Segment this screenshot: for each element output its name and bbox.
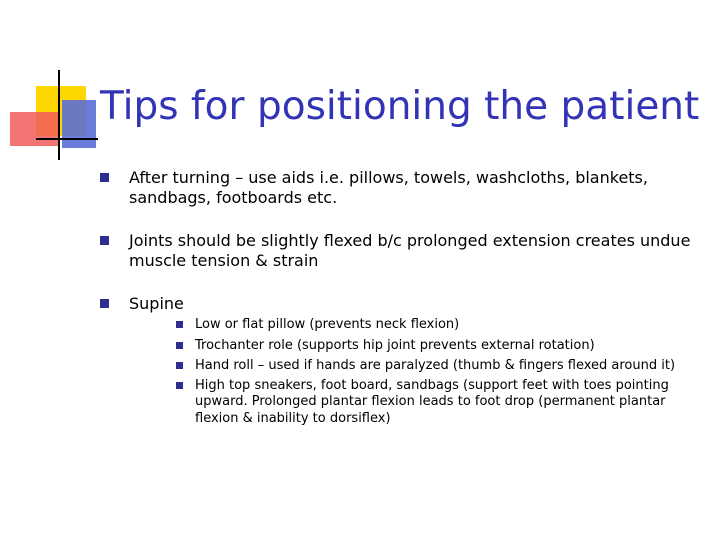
square-bullet-icon [100,236,109,245]
bullet-item [100,294,710,427]
sub-bullet-text: Trochanter role (supports hip joint prevents external rotation) [195,337,595,353]
square-bullet-icon [176,342,183,349]
square-bullet-icon [100,299,109,308]
sub-bullet-item [176,317,710,333]
logo-line-vertical [58,70,60,160]
square-bullet-icon [176,382,183,389]
square-bullet-icon [176,362,183,369]
bullet-text: Supine [129,293,184,313]
logo-line-horizontal [36,138,98,140]
sub-bullet-list [176,317,710,427]
square-bullet-icon [176,321,183,328]
sub-bullet-text: High top sneakers, foot board, sandbags (support feet with toes pointing upward. Prolonged plantar flexion leads to foot drop (permanent plantar flexion & inability to dorsiflex) [195,378,669,426]
sub-bullet-item [176,338,710,354]
sub-bullet-text: Hand roll – used if hands are paralyzed (thumb & fingers flexed around it) [195,357,676,373]
sub-bullet-item [176,358,710,374]
bullet-text: After turning – use aids i.e. pillows, towels, washcloths, blankets, sandbags, footboards etc. [129,168,648,208]
bullet-item [100,168,710,209]
sub-bullet-item [176,378,710,427]
bullet-list [100,168,710,449]
bullet-item [100,231,710,272]
logo-square-blue [62,100,96,148]
slide-title: Tips for positioning the patient [100,84,700,129]
sub-bullet-text: Low or flat pillow (prevents neck flexion) [195,317,460,333]
bullet-text: Joints should be slightly flexed b/c prolonged extension creates undue muscle tension & strain [129,230,691,271]
logo-square-red [10,112,58,146]
square-bullet-icon [100,173,109,182]
